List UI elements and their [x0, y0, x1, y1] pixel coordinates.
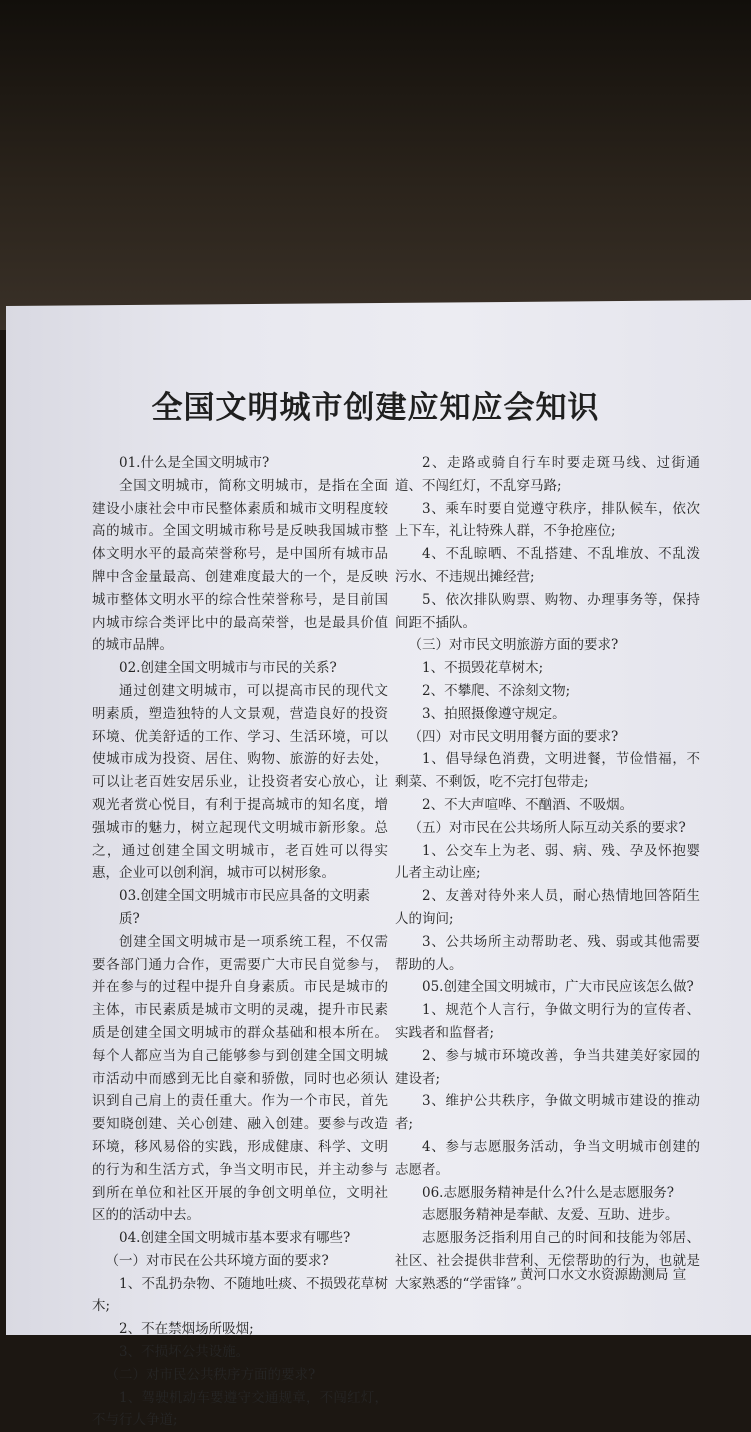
paragraph: 5、依次排队购票、购物、办理事务等，保持间距不插队。	[395, 591, 700, 631]
paragraph: 2、不大声喧哗、不酗酒、不吸烟。	[422, 796, 634, 813]
section-heading: （一）对市民在公共环境方面的要求?	[105, 1252, 329, 1269]
paragraph: 4、不乱晾晒、不乱搭建、不乱堆放、不乱泼污水、不违规出摊经营;	[395, 546, 700, 585]
left-column	[92, 452, 388, 1432]
tabletop-background	[0, 0, 751, 330]
paragraph: 3、乘车时要自觉遵守秩序，排队候车，依次上下车，礼让特殊人群，不争抢座位;	[395, 500, 700, 540]
issuer-signature: 黄河口水文水资源勘测局 宣	[520, 1267, 687, 1283]
section-heading: （三）对市民文明旅游方面的要求?	[408, 637, 619, 654]
paragraph: 3、维护公共秩序，争做文明城市建设的推动者;	[395, 1093, 700, 1133]
paragraph: 1、不乱扔杂物、不随地吐痰、不损毁花草树木;	[92, 1275, 388, 1315]
paragraph: 4、参与志愿服务活动，争当文明城市创建的志愿者。	[395, 1138, 700, 1178]
section-heading: 01.什么是全国文明城市?	[119, 455, 270, 471]
section-heading: 02.创建全国文明城市与市民的关系?	[119, 660, 337, 677]
paragraph: 志愿服务泛指利用自己的时间和技能为邻居、社区、社会提供非营利、无偿帮助的行为，也就是大家熟悉的“学雷锋”。	[395, 1230, 700, 1292]
paragraph: 创建全国文明城市是一项系统工程，不仅需要各部门通力合作，更需要广大市民自觉参与，并在参与的过程中提升自身素质。市民是城市的主体，市民素质是城市文明的灵魂，提升市民素质是创建全国文明城市的群众基础和根本所在。每个人都应当为自己能够参与到创建全国文明城市活动中而感到无比自豪和骄傲，同时也必须认识到自己肩上的责任重大。作为一个市民，首先要知晓创建、关心创建、融入创建。要参与改造环境，移风易俗的实践，形成健康、科学、文明的行为和生活方式，争当文明市民，并主动参与到所在单位和社区开展的争创文明单位，文明社区的的活动中去。	[92, 933, 388, 1224]
section-heading: （二）对市民公共秩序方面的要求?	[105, 1366, 316, 1383]
paragraph: 3、不损坏公共设施。	[119, 1344, 250, 1361]
paragraph: 通过创建文明城市，可以提高市民的现代文明素质，塑造独特的人文景观，营造良好的投资环境、优美舒适的工作、学习、生活环境，可以使城市成为投资、居住、购物、旅游的好去处，可以让老百姓安居乐业，让投资者安心放心，让观光者赏心悦目，有利于提高城市的知名度，增强城市的魅力，树立起现代文明城市新形象。总之，通过创建全国文明城市，老百姓可以得实惠，企业可以创利润，城市可以树形象。	[92, 682, 388, 882]
section-heading: 03.创建全国文明城市市民应具备的文明素质?	[119, 888, 370, 927]
paragraph: 2、参与城市环境改善，争当共建美好家园的建设者;	[395, 1047, 700, 1087]
section-heading: （四）对市民文明用餐方面的要求?	[408, 728, 619, 745]
paragraph: 2、不在禁烟场所吸烟;	[119, 1321, 254, 1338]
paragraph: 1、公交车上为老、弱、病、残、孕及怀抱婴儿者主动让座;	[395, 842, 700, 882]
paragraph: 3、拍照摄像遵守规定。	[422, 705, 566, 722]
paragraph: 3、公共场所主动帮助老、残、弱或其他需要帮助的人。	[395, 933, 700, 973]
section-heading: （五）对市民在公共场所人际互动关系的要求?	[408, 819, 686, 836]
paragraph: 全国文明城市，简称文明城市，是指在全面建设小康社会中市民整体素质和城市文明程度较高的城市。全国文明城市称号是反映我国城市整体文明水平的最高荣誉称号，是中国所有城市品牌中含金量最高、创建难度最大的一个，是反映城市整体文明水平的综合性荣誉称号，是目前国内城市综合类评比中的最高荣誉，也是最具价值的城市品牌。	[92, 477, 388, 654]
right-column	[395, 452, 700, 1295]
section-heading: 06.志愿服务精神是什么?什么是志愿服务?	[422, 1184, 674, 1201]
paragraph: 1、倡导绿色消费，文明进餐，节俭惜福，不剩菜、不剩饭，吃不完打包带走;	[395, 751, 700, 791]
paragraph: 1、不损毁花草树木;	[422, 660, 544, 677]
paragraph: 1、规范个人言行，争做文明行为的宣传者、实践者和监督者;	[395, 1002, 700, 1041]
paragraph: 2、不攀爬、不涂刻文物;	[422, 682, 571, 699]
paragraph: 2、走路或骑自行车时要走斑马线、过街通道、不闯红灯，不乱穿马路;	[395, 455, 700, 494]
paragraph: 1、驾驶机动车要遵守交通规章，不闯红灯，不与行人争道;	[92, 1389, 388, 1429]
section-heading: 04.创建全国文明城市基本要求有哪些?	[119, 1230, 351, 1247]
paragraph: 志愿服务精神是奉献、友爱、互助、进步。	[422, 1207, 679, 1224]
paragraph: 2、友善对待外来人员，耐心热情地回答陌生人的询问;	[395, 888, 700, 927]
document-title: 全国文明城市创建应知应会知识	[151, 390, 600, 426]
section-heading: 05.创建全国文明城市，广大市民应该怎么做?	[422, 979, 694, 996]
